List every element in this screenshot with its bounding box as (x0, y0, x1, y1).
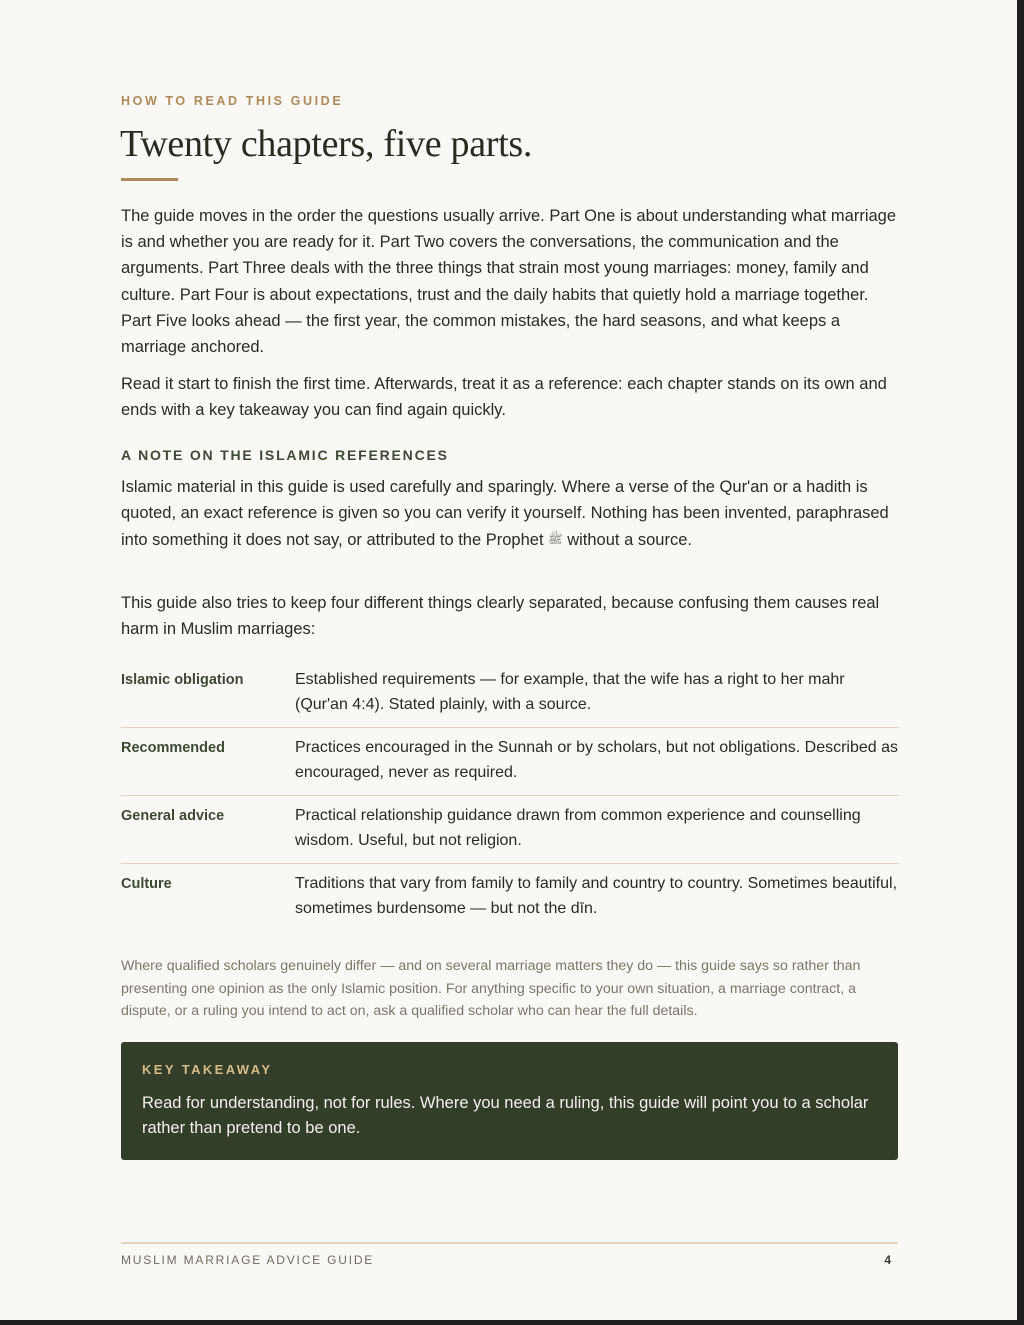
title-underline (121, 178, 178, 181)
footer-divider (121, 1242, 898, 1244)
islamic-references-paragraph (121, 474, 899, 554)
definition-row (121, 660, 899, 728)
islamic-paragraph-text-end: without a source. (567, 531, 692, 550)
definition-row (121, 864, 899, 931)
islamic-references-heading: A NOTE ON THE ISLAMIC REFERENCES (121, 447, 449, 463)
definition-description: Practical relationship guidance drawn from common experience and counselling wisdom. Useful, but not religion. (295, 807, 861, 849)
key-takeaway-label: KEY TAKEAWAY (142, 1062, 273, 1077)
definition-description: Established requirements — for example, that the wife has a right to her mahr (Qur'an 4:4). Stated plainly, with a source. (295, 671, 845, 713)
page-number: 4 (884, 1253, 891, 1267)
definition-row (121, 796, 899, 864)
definition-description: Traditions that vary from family to family and country to country. Sometimes beautiful, sometimes burdensome — but not the dīn. (295, 875, 898, 917)
definition-term: Islamic obligation (121, 672, 244, 688)
definition-term: Recommended (121, 740, 225, 756)
definition-term: General advice (121, 808, 225, 824)
key-takeaway-box (121, 1042, 898, 1160)
definition-description: Practices encouraged in the Sunnah or by scholars, but not obligations. Described as encouraged, never as required. (295, 739, 899, 781)
intro-paragraph: The guide moves in the order the questions usually arrive. Part One is about understanding what marriage is and whether you are ready for it. Part Two covers the conversations, the communication and the arguments. Part Three deals with the three things that strain most young marriages: money, family and culture. Part Four is about expectations, trust and the daily habits that quietly hold a marriage together. Part Five looks ahead — the first year, the common mistakes, the hard seasons, and what keeps a marriage anchored. (121, 207, 897, 357)
section-label: HOW TO READ THIS GUIDE (121, 94, 344, 108)
definition-term: Culture (121, 876, 172, 892)
definition-row (121, 728, 899, 796)
scholars-note: Where qualified scholars genuinely differ — and on several marriage matters they do — this guide says so rather than presenting one opinion as the only Islamic position. For anything specific to your own situation, a marriage contract, a dispute, or a ruling you intend to act on, ask a qualified scholar who can hear the full details. (121, 958, 861, 1019)
salutation-glyph: ﷺ (548, 532, 563, 547)
definitions-table (121, 660, 899, 931)
footer-title: MUSLIM MARRIAGE ADVICE GUIDE (121, 1253, 375, 1267)
page-title: Twenty chapters, five parts. (120, 123, 533, 165)
usage-paragraph: Read it start to finish the first time. Afterwards, treat it as a reference: each chapter stands on its own and ends with a key takeaway you can find again quickly. (121, 375, 887, 420)
islamic-paragraph-text: Islamic material in this guide is used carefully and sparingly. Where a verse of the Qur'an or a hadith is quoted, an exact reference is given so you can verify it yourself. Nothing has been invented, paraphrased into something it does not say, or attributed to the Prophet (121, 478, 889, 550)
separation-paragraph: This guide also tries to keep four different things clearly separated, because confusing them causes real harm in Muslim marriages: (121, 594, 880, 639)
key-takeaway-text: Read for understanding, not for rules. Where you need a ruling, this guide will point you to a scholar rather than pretend to be one. (142, 1094, 869, 1137)
